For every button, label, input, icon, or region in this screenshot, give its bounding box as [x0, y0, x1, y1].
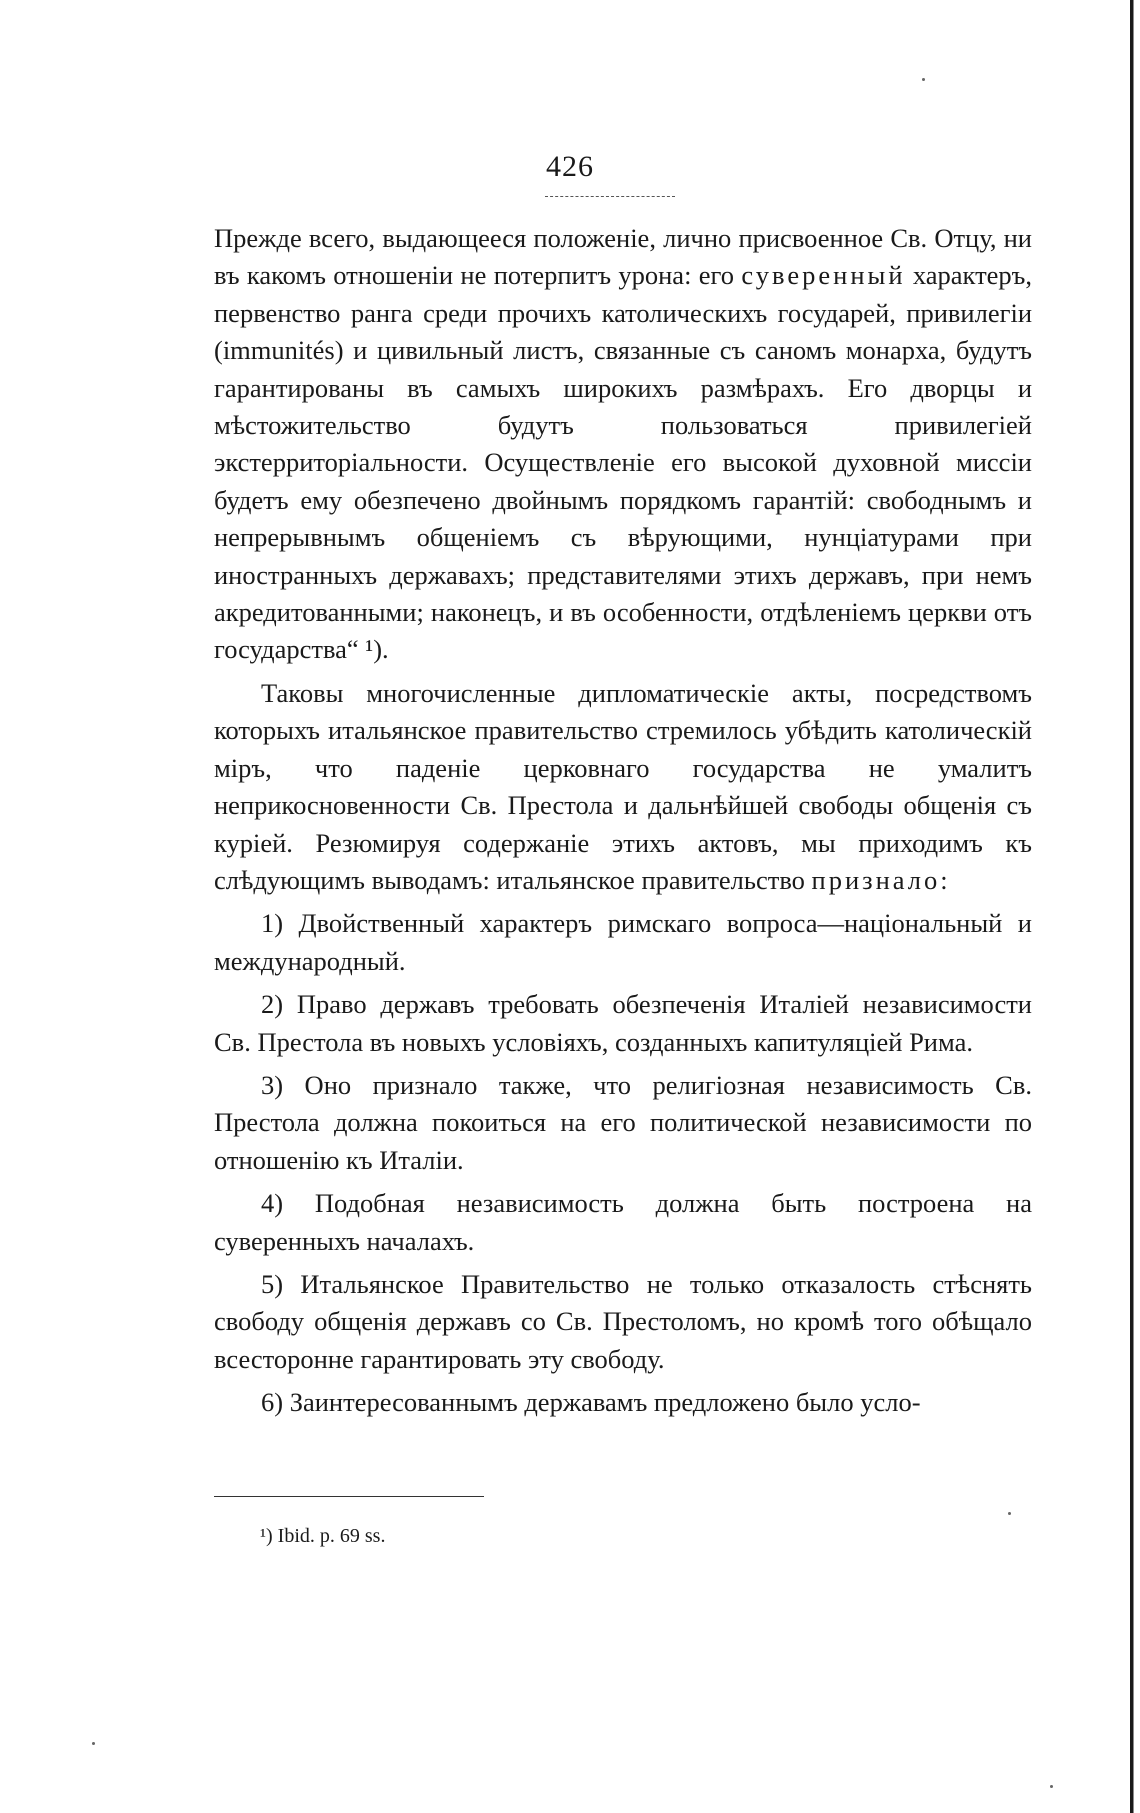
list-item: 4) Подобная независимость должна быть построена на суверенныхъ началахъ.	[214, 1188, 1032, 1256]
footnote-marker: ¹)	[260, 1525, 273, 1547]
body-text	[214, 220, 1032, 1422]
scan-speck	[1050, 1785, 1053, 1788]
list-item: 2) Право державъ требовать обезпеченiя Италiей независимости Св. Престола въ новыхъ условiяхъ, созданныхъ капитуляцiей Рима.	[214, 989, 1032, 1057]
footnote-text: Ibid. p. 69 ss.	[277, 1525, 386, 1547]
paragraph-continuation	[214, 220, 1032, 669]
paragraph	[214, 675, 1032, 899]
paragraph-text: Прежде всего, выдающееся положенiе, лично присвоенное Св. Отцу, ни въ какомъ отношенiи не потерпитъ урона: его	[214, 223, 1032, 291]
scan-speck	[92, 1742, 95, 1745]
spaced-word: признало	[811, 864, 941, 895]
list-item: 6) Заинтересованнымъ державамъ предложено было усло-	[261, 1387, 921, 1418]
footnote	[260, 1522, 385, 1550]
page-number: 426	[546, 150, 594, 183]
header-rule	[545, 196, 675, 197]
spaced-word: суверенный	[741, 260, 906, 291]
paragraph-text: Таковы многочисленные дипломатическiе акты, посредствомъ которыхъ итальянское правительство стремилось убѣдить католическiй мiръ, что паденiе церковнаго государства не умалитъ неприкосновенности Св. Престола и дальнѣйшей свободы общенiя съ курiей. Резюмируя содержанiе этихъ актовъ, мы приходимъ къ слѣдующимъ выводамъ: итальянское правительство	[214, 677, 1032, 895]
scan-speck	[922, 78, 925, 81]
paragraph-text: :	[940, 864, 948, 895]
page-edge-shadow	[1126, 0, 1140, 1813]
paragraph-text: характеръ, первенство ранга среди прочихъ католическихъ государей, привилегiи (immunités) и цивильный листъ, связанные съ саномъ монарха, будутъ гарантированы въ самыхъ широкихъ размѣрахъ. Его дворцы и мѣстожительство будутъ пользоваться привилегiей экстерриторiальности. Осуществленiе его высокой духовной миссiи будетъ ему обезпечено двойнымъ порядкомъ гарантiй: свободнымъ и непрерывнымъ общенiемъ съ вѣрующими, нунцiатурами при иностранныхъ державахъ; представителями этихъ державъ, при немъ акредитованными; наконецъ, и въ особенности, отдѣленiемъ церкви отъ государства“ ¹).	[214, 260, 1033, 665]
list-item: 5) Итальянское Правительство не только отказалость стѣснять свободу общенiя державъ со Св. Престоломъ, но кромѣ того обѣщало всесторонне гарантировать эту свободу.	[214, 1268, 1032, 1374]
footnote-rule	[214, 1496, 484, 1497]
list-item: 1) Двойственный характеръ римскаго вопроса—нацiональный и международный.	[214, 908, 1032, 976]
list-item: 3) Оно признало также, что религiозная независимость Св. Престола должна покоиться на его политической независимости по отношенiю къ Италiи.	[214, 1069, 1032, 1175]
scan-speck	[1008, 1512, 1011, 1515]
